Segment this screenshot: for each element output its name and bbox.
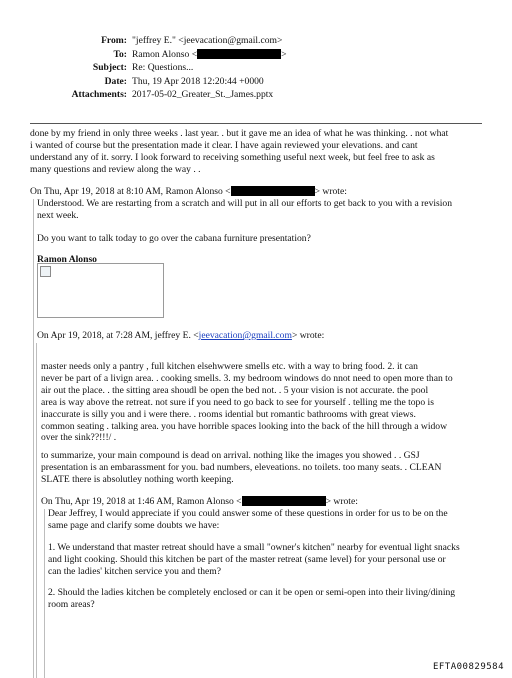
date-value: Thu, 19 Apr 2018 12:20:44 +0000 — [132, 75, 264, 87]
quote-bar — [36, 343, 37, 678]
quote2-summary — [41, 450, 441, 486]
date-row — [0, 75, 512, 89]
quote-bar — [33, 199, 34, 678]
to-label: To: — [113, 48, 127, 60]
quote2-line: common seating . talking area. you have horrible spaces looking into the back of the hill through a widow — [41, 420, 448, 432]
quote1-intro-start: On Thu, Apr 19, 2018 at 8:10 AM, Ramon Alonso < — [30, 186, 231, 197]
quote2-line: air out the place. . the sitting area shoudl be open the bed not. . 5 your vision is not accurate. the pool — [41, 384, 429, 396]
quote2-summary-line: to summarize, your main compound is dead on arrival. nothing like the images you showed . . GSJ — [41, 450, 420, 461]
reply-line: understand any of it. sorry. I look forward to receiving something useful next week, but feel free to ask as — [30, 151, 435, 163]
quote1-line: next week. — [37, 209, 79, 221]
reply-line: many questions and review along the way . . — [30, 163, 201, 175]
quote1-line: Understood. We are restarting from a scratch and will put in all our efforts to get back to you with a revision — [37, 198, 453, 209]
quote2-line: master needs only a pantry , full kitchen elsehwwere smells etc. with a way to bring food. 2. it can — [41, 361, 418, 372]
quote2-body — [41, 361, 453, 444]
redaction-bar — [242, 496, 326, 506]
redaction-bar — [197, 49, 281, 59]
quote1-question: Do you want to talk today to go over the cabana furniture presentation? — [37, 233, 311, 244]
quote3-intro — [41, 496, 358, 508]
quote2-line: over the sink??!!!/ . — [41, 432, 117, 444]
broken-image-placeholder — [37, 263, 164, 318]
email-header — [0, 34, 512, 102]
quote3-line: Dear Jeffrey, I would appreciate if you could answer some of these questions in order for us to be on the — [48, 508, 448, 519]
reply-line: i wanted of course but the presentation made it clear. I have again reviewed your elevations. and cant — [30, 139, 418, 151]
reply-line: done by my friend in only three weeks . last year. . but it gave me an idea of what he was thinking. . not what — [30, 128, 449, 139]
attachments-value[interactable]: 2017-05-02_Greater_St._James.pptx — [132, 89, 274, 101]
quote2-summary-line: SLATE there is absolutley nothing worth keeping. — [41, 473, 234, 485]
to-value-start: Ramon Alonso < — [132, 48, 198, 60]
quote2-line: never be part of a livign area. . cooking smells. 3. my bedroom windows do nnot need to open more than to — [41, 372, 453, 384]
quote2-line: area is way above the retreat. not sure if you need to go back to see for yourself . telling me the topo is — [41, 396, 434, 408]
quote3-question-1 — [48, 542, 460, 578]
to-value-end: > — [281, 48, 287, 60]
subject-row — [0, 61, 512, 75]
date-label: Date: — [104, 75, 127, 87]
quote3-intro-start: On Thu, Apr 19, 2018 at 1:46 AM, Ramon Alonso < — [41, 496, 242, 507]
attachments-row — [0, 88, 512, 102]
quote3-line: same page and clarify some doubts we have: — [48, 519, 220, 531]
quote3-q1-line: 1. We understand that master retreat should have a small "owner's kitchen" nearby for eventual light snacks — [48, 542, 460, 553]
quote3-q2-line: 2. Should the ladies kitchen be completely enclosed or can it be open or semi-open into their living/dining — [48, 587, 456, 598]
quote2-line: inaccurate is silly you and i were there. . rooms idential but romantic bathrooms with great views. — [41, 408, 416, 420]
to-value — [132, 48, 287, 62]
quote-bar — [44, 509, 45, 678]
quote3-question-2 — [48, 587, 455, 611]
quote3-q1-line: and light cooking. Should this kitchen be part of the master retreat (same level) for your personal use or — [48, 553, 446, 565]
from-row — [0, 34, 512, 48]
document-id: EFTA00829584 — [432, 662, 504, 672]
quote3-body — [48, 508, 448, 532]
quote1-intro — [30, 186, 347, 198]
quote2-intro — [37, 330, 324, 342]
quote2-intro-end: > wrote: — [291, 330, 325, 341]
subject-label: Subject: — [92, 62, 127, 74]
from-value: "jeffrey E." <jeevacation@gmail.com> — [132, 35, 283, 46]
to-row — [0, 48, 512, 62]
quote2-summary-line: presentation is an embarassment for you. bad numbers, eleveations. no toilets. too many seats. . CLEAN — [41, 461, 442, 473]
reply-body — [30, 128, 448, 176]
quote1-intro-end: > wrote: — [314, 186, 347, 197]
quote3-q2-line: room areas? — [48, 598, 95, 610]
header-divider — [30, 123, 482, 124]
subject-value: Re: Questions... — [132, 62, 194, 74]
quote1-body — [37, 198, 452, 222]
quote3-intro-end: > wrote: — [325, 496, 358, 507]
redaction-bar — [231, 186, 315, 196]
quote1-signature: Ramon Alonso — [37, 254, 97, 265]
quote2-intro-start: On Apr 19, 2018, at 7:28 AM, jeffrey E. < — [37, 330, 199, 341]
from-label: From: — [101, 35, 127, 46]
quote3-q1-line: can the ladies' kitchen service you and them? — [48, 565, 222, 577]
broken-image-icon — [40, 266, 51, 277]
quote2-email-link[interactable]: jeevacation@gmail.com — [198, 330, 292, 341]
attachments-label: Attachments: — [71, 89, 127, 101]
